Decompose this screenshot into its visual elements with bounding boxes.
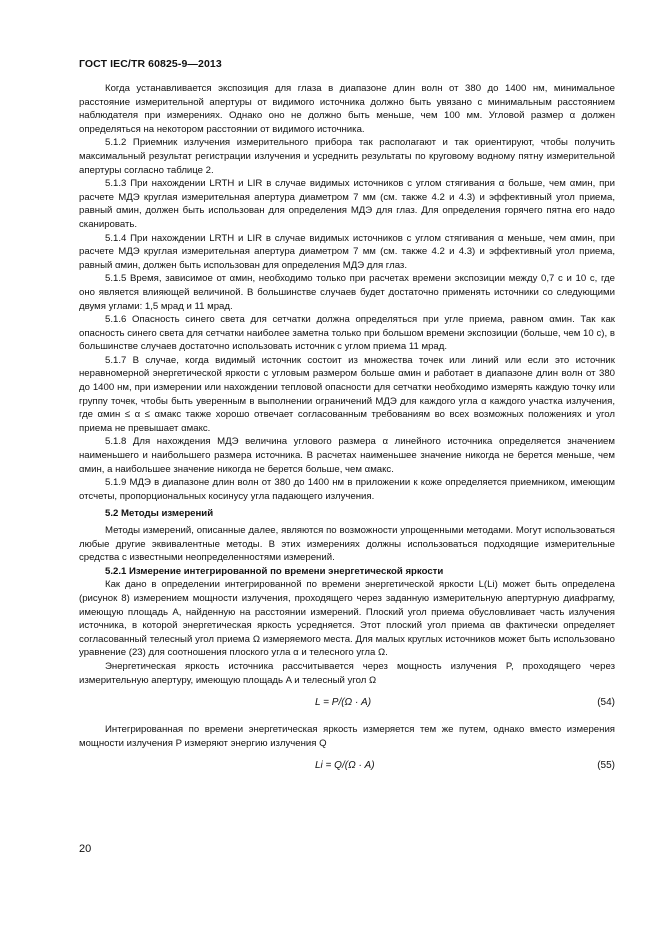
formula-55 bbox=[79, 754, 615, 780]
paragraph-5-1-2: 5.1.2 Приемник излучения измерительного прибора так располагают и так ориентируют, чтобы получить максимальный результат регистрации излучения и усреднить результаты по круговому водному пятну измерительной апертуры согласно таблице 2. bbox=[79, 137, 615, 176]
paragraph-5-1-8: 5.1.8 Для нахождения МДЭ величина углового размера α линейного источника определяется значением наименьшего и наибольшего размера источника. В расчетах наименьшее значение никогда не берется меньше, чем αмин, а наибольшее значение никогда не берется больше, чем αмакс. bbox=[79, 436, 615, 475]
paragraph-5-1-5: 5.1.5 Время, зависимое от αмин, необходимо только при расчетах времени экспозиции между 0,7 с и 10 с, где оно является влияющей величиной. В большинстве случаев будет достаточно применять источники со следующими двумя углами: 1,5 мрад и 11 мрад. bbox=[79, 273, 615, 312]
paragraph-between-formulas: Интегрированная по времени энергетическая яркость измеряется тем же путем, однако вместо измерения мощности излучения P измеряют энергию излучения Q bbox=[79, 724, 615, 749]
section-paragraph: Методы измерений, описанные далее, являются по возможности упрощенными методами. Могут использоваться любые другие эквивалентные методы. В этих измерениях должны использоваться подходящие измерительные средства с известными неопределенностями измерений. bbox=[79, 525, 615, 564]
document-header: ГОСТ IEC/TR 60825-9—2013 bbox=[79, 58, 222, 70]
formula-54 bbox=[79, 691, 615, 717]
subsection-paragraph-1: Как дано в определении интегрированной по времени энергетической яркости L(Li) может быть определена (рисунок 8) измерением мощности излучения, проходящего через заданную измерительную апертурную диафрагму, имеющую площадь A, найденную на расстоянии измерений. Плоский угол приема обусловливает часть излучения источника, в которой энергетическая яркость усредняется. Этот плоский угол приема αв фактически определяет согласованный телесный угол приема Ω измеряемого места. Для малых круглых источников может быть использовано уравнение (23) для соотношения плоского угла α и телесного угла Ω. bbox=[79, 579, 615, 659]
paragraph-5-1-9: 5.1.9 МДЭ в диапазоне длин волн от 380 до 1400 нм в приложении к коже определяется приемником, имеющим отсчеты, пропорциональных косинусу угла падающего излучения. bbox=[79, 477, 615, 502]
paragraph: Когда устанавливается экспозиция для глаза в диапазоне длин волн от 380 до 1400 нм, минимальное расстояние измерительной апертуры от видимого источника должно быть увязано с минимальным расстоянием наблюдателя при измерениях. Однако оно не должно быть меньше, чем 100 мм. Угловой размер α должен определяться на некотором расстоянии от видимого источника. bbox=[79, 83, 615, 135]
page-number: 20 bbox=[79, 843, 92, 855]
paragraph-5-1-3: 5.1.3 При нахождении LRTH и LIR в случае видимых источников с углом стягивания α больше, чем αмин, при расчете МДЭ круглая измерительная апертура диаметром 7 мм (см. также 4.2 и 4.3) и эффективный угол приема, равный αмин, должен быть использован для определения МДЭ для глаз. Для определения горячего пятна его надо сканировать. bbox=[79, 178, 615, 230]
section-heading: 5.2 Методы измерений bbox=[105, 508, 214, 520]
formula-54-expression: L = P/(Ω · A) bbox=[315, 697, 372, 709]
page-body bbox=[79, 82, 615, 786]
formula-55-number: (55) bbox=[597, 760, 615, 772]
subsection-heading: 5.2.1 Измерение интегрированной по времени энергетической яркости bbox=[105, 565, 444, 577]
subsection-paragraph-2: Энергетическая яркость источника рассчитывается через мощность излучения P, проходящего через измерительную апертуру, имеющую площадь A и телесный угол Ω bbox=[79, 660, 615, 686]
formula-55-expression: Li = Q/(Ω · A) bbox=[315, 760, 375, 772]
paragraph-5-1-4: 5.1.4 При нахождении LRTH и LIR в случае видимых источников с углом стягивания α меньше, чем αмин, при расчете МДЭ круглая измерительная апертура диаметром 7 мм (см. также 4.2 и 4.3) и эффективный угол приема, равный αмин, должен быть использован для определения МДЭ для глаз. bbox=[79, 232, 615, 271]
formula-54-number: (54) bbox=[597, 697, 615, 709]
paragraph-5-1-6: 5.1.6 Опасность синего света для сетчатки должна определяться при угле приема, равном αмин. Так как опасность синего света для сетчатки наиболее заметна только при большом времени экспозиции (больше, чем 10 с), в большинстве случаев достаточно использовать источник с углом приема 11 мрад. bbox=[79, 314, 615, 353]
paragraph-5-1-7: 5.1.7 В случае, когда видимый источник состоит из множества точек или линий или если это источник неравномерной энергетической яркости с угловым размером больше αмин и работает в диапазоне длин волн от 380 до 1400 нм, при измерении или нахождении тепловой опасности для сетчатки необходимо измерять каждую точку или группу точек, чтобы быть уверенным в выполнении ограничений МДЭ для каждого угла α каждого участка излучения, где αмин ≤ α ≤ αмакс также хорошо отвечает согласованным требованиям во всех возможных положениях и угол приема не превышает αмакс. bbox=[79, 354, 615, 434]
